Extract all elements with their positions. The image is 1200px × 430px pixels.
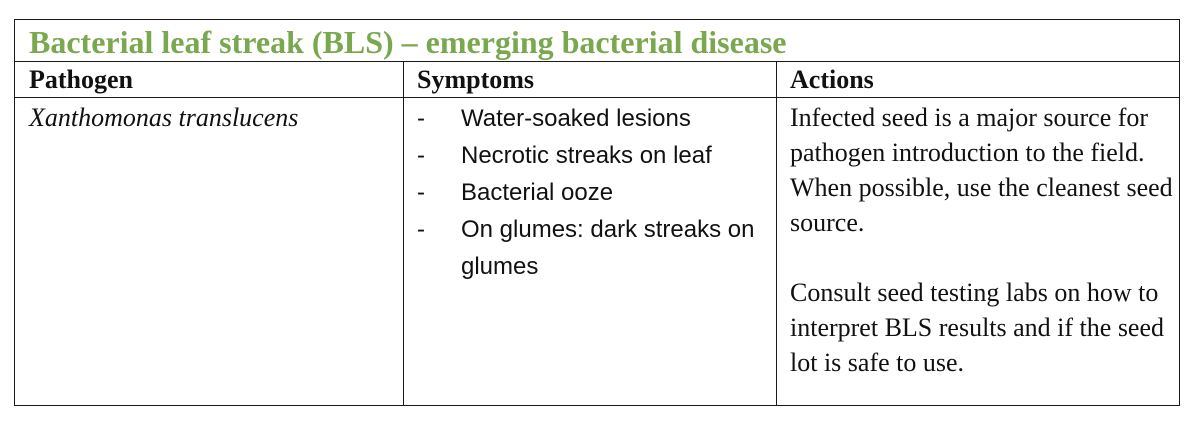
table-title: Bacterial leaf streak (BLS) – emerging bacterial disease — [29, 24, 787, 60]
table-title-row — [15, 20, 1179, 62]
bullet-dash-icon: - — [417, 179, 425, 206]
header-actions: Actions — [790, 65, 874, 94]
actions-cell — [790, 100, 1175, 380]
symptom-text: Necrotic streaks on leaf — [461, 142, 712, 169]
column-divider — [403, 62, 404, 405]
bullet-dash-icon: - — [417, 105, 425, 132]
symptom-item — [415, 174, 770, 211]
header-pathogen: Pathogen — [29, 65, 133, 94]
bullet-dash-icon: - — [417, 142, 425, 169]
symptom-item — [415, 137, 770, 174]
symptom-item — [415, 100, 770, 137]
actions-paragraph: Consult seed testing labs on how to interpret BLS results and if the seed lot is safe to use. — [790, 278, 1165, 377]
symptoms-list — [415, 100, 770, 285]
bullet-dash-icon: - — [417, 216, 425, 243]
symptom-text: Water-soaked lesions — [461, 105, 691, 132]
symptom-item — [415, 211, 770, 285]
symptom-text: Bacterial ooze — [461, 179, 614, 206]
actions-paragraph: Infected seed is a major source for pathogen introduction to the field. When possible, use the cleanest seed source. — [790, 103, 1173, 237]
header-symptoms: Symptoms — [417, 65, 535, 94]
pathogen-cell: Xanthomonas translucens — [29, 103, 299, 132]
disease-table — [14, 19, 1180, 406]
table-header-row — [15, 62, 1179, 98]
symptom-text: On glumes: dark streaks on glumes — [461, 216, 755, 280]
column-divider — [776, 62, 777, 405]
